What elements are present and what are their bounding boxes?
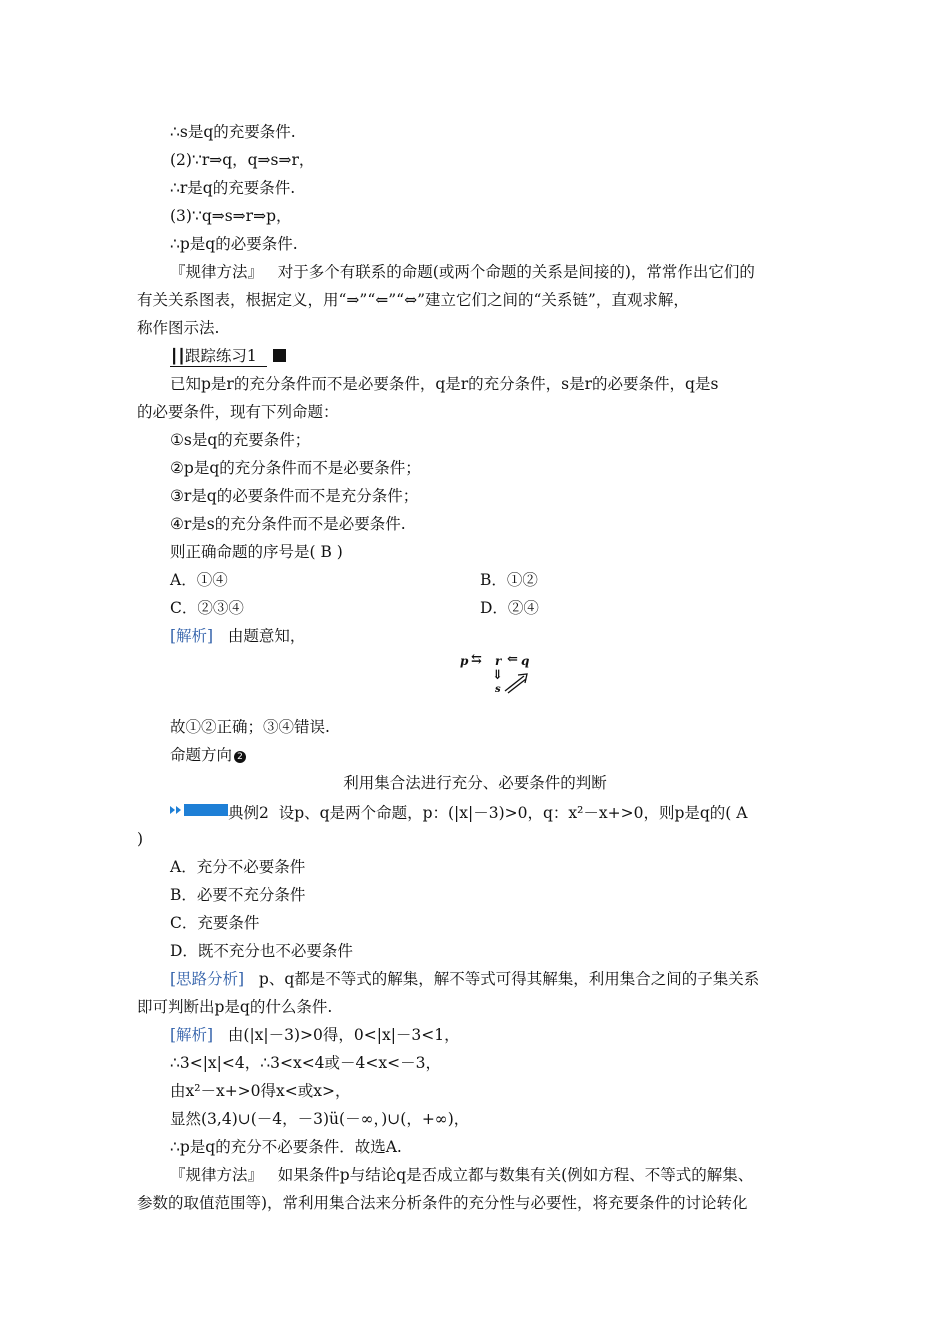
square-icon xyxy=(273,349,286,362)
text-line: ) xyxy=(137,830,144,848)
solution-tag: [解析] xyxy=(170,627,214,645)
option-b: B．①② xyxy=(480,571,538,589)
solution-tag: [解析] xyxy=(170,1026,214,1044)
text-line: 的必要条件，现有下列命题： xyxy=(137,403,339,421)
diagram-arrow-pr: ⇆ xyxy=(471,652,482,667)
text-line: (3)∵q⇒s⇒r⇒p， xyxy=(170,207,292,225)
option-b: B．必要不充分条件 xyxy=(170,886,306,904)
conclusion: 故①②正确；③④错误. xyxy=(170,718,330,736)
method-paragraph: 『规律方法』 对于多个有联系的命题(或两个命题的关系是间接的)，常常作出它们的 xyxy=(170,263,755,281)
diagram-q: q xyxy=(521,654,530,668)
text-line: ∴p是q的充分不必要条件．故选A. xyxy=(170,1138,402,1156)
diagonal-double-arrow-icon xyxy=(503,672,529,694)
text-line: 由x²－x+>0得x<或x>， xyxy=(170,1082,351,1100)
question-ask: 则正确命题的序号是( B ) xyxy=(170,543,343,561)
analysis-line: [思路分析] p、q都是不等式的解集，解不等式可得其解集，利用集合之间的子集关系 xyxy=(170,970,760,988)
diagram-r: r xyxy=(495,654,502,668)
analysis-tag: [思路分析] xyxy=(170,970,245,988)
practice-heading xyxy=(170,346,286,367)
option-a: A．①④ xyxy=(170,571,228,589)
number-badge: 2 xyxy=(234,751,246,763)
option-a: A．充分不必要条件 xyxy=(170,858,306,876)
text-line: (2)∵r⇒q，q⇒s⇒r， xyxy=(170,151,315,169)
solution-line: [解析] 由题意知， xyxy=(170,627,306,645)
option-d: D．既不充分也不必要条件 xyxy=(170,942,353,960)
practice-bars: ┃┃ xyxy=(170,349,185,365)
text-line: 参数的取值范围等)，常利用集合法来分析条件的充分性与必要性，将充要条件的讨论转化 xyxy=(137,1194,748,1212)
text-line: ∴s是q的充要条件. xyxy=(170,123,296,141)
method-tag: 『规律方法』 xyxy=(170,1166,264,1184)
text-line: 有关关系图表，根据定义，用“⇒”“⇐”“⇔”建立它们之间的“关系链”，直观求解， xyxy=(137,291,689,309)
section-heading: 利用集合法进行充分、必要条件的判断 xyxy=(343,774,607,792)
text-line: ∴3<|x|<4，∴3<x<4或－4<x<－3， xyxy=(170,1054,441,1072)
relation-diagram xyxy=(455,652,535,700)
option-c: C．充要条件 xyxy=(170,914,260,932)
method-paragraph: 『规律方法』 如果条件p与结论q是否成立都与数集有关(例如方程、不等式的解集、 xyxy=(170,1166,754,1184)
diagram-p: p xyxy=(460,654,469,668)
text-line: 即可判断出p是q的什么条件. xyxy=(137,998,333,1016)
text-line: 已知p是r的充分条件而不是必要条件，q是r的充分条件，s是r的必要条件，q是s xyxy=(170,375,719,393)
text-line: 称作图示法. xyxy=(137,319,220,337)
diagram-arrow-qr: ⇐ xyxy=(507,652,518,667)
method-tag: 『规律方法』 xyxy=(170,263,264,281)
diagram-arrow-rs: ⇓ xyxy=(492,668,503,683)
example-stem: 典例2 设p、q是两个命题，p：(|x|－3)>0，q：x²－x+>0，则p是q的( A xyxy=(170,803,747,825)
option-d: D．②④ xyxy=(480,599,539,617)
practice-title: 跟踪练习1 xyxy=(184,347,257,365)
statement-1: ①s是q的充要条件； xyxy=(170,431,311,449)
solution-line: [解析] 由(|x|－3)>0得，0<|x|－3<1， xyxy=(170,1026,460,1044)
text-line: 显然(3,4)∪(－4，－3)ü(－∞，)∪(，+∞)， xyxy=(170,1110,470,1128)
direction-heading: 命题方向 2 xyxy=(170,745,246,765)
text-line: ∴r是q的充要条件. xyxy=(170,179,296,197)
diagram-s: s xyxy=(495,684,501,695)
statement-4: ④r是s的充分条件而不是必要条件. xyxy=(170,515,406,533)
statement-2: ②p是q的充分条件而不是必要条件； xyxy=(170,459,421,477)
example-label: 典例2 xyxy=(228,804,269,822)
statement-3: ③r是q的必要条件而不是充分条件； xyxy=(170,487,419,505)
text-line: ∴p是q的必要条件. xyxy=(170,235,298,253)
option-c: C．②③④ xyxy=(170,599,244,617)
example-flag-icon xyxy=(170,804,228,825)
